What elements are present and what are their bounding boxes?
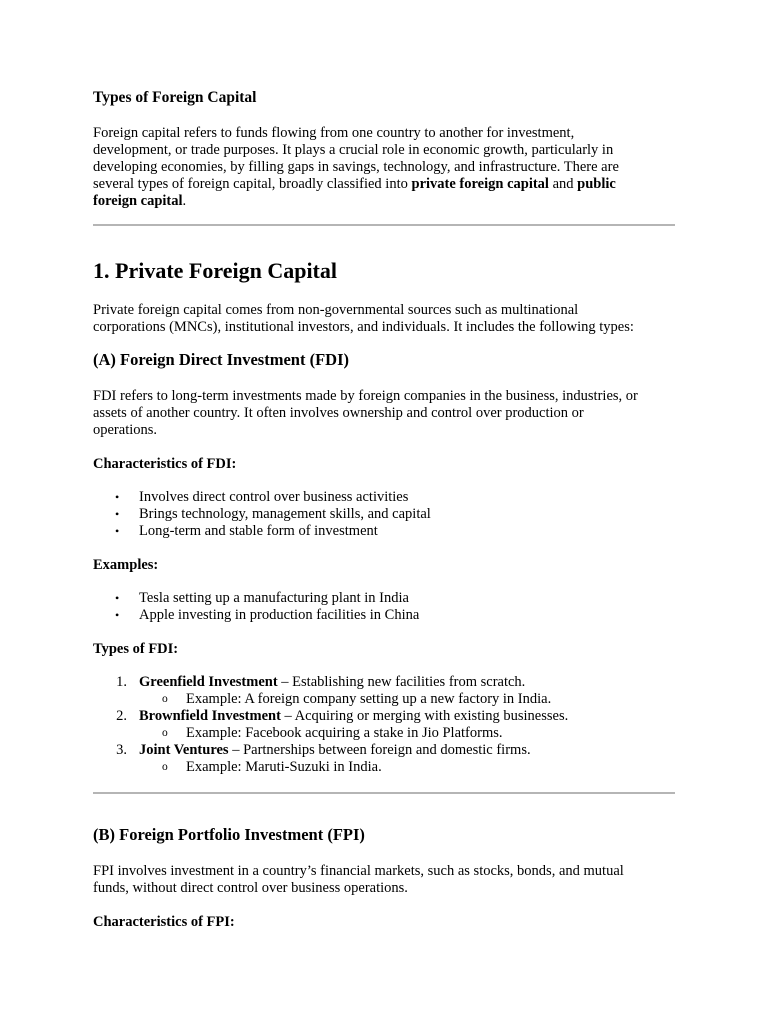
fdi-paragraph-line: assets of another country. It often involves ownership and control over production or [93, 405, 584, 421]
list-number: 2. [116, 708, 127, 724]
subsection-heading-fpi: (B) Foreign Portfolio Investment (FPI) [93, 825, 365, 844]
sub-list-item: Example: Maruti-Suzuki in India. [186, 759, 382, 775]
list-number: 1. [116, 674, 127, 690]
intro-bold-term: foreign capital [93, 193, 183, 209]
fdi-examples-heading: Examples: [93, 557, 159, 573]
intro-text: and [548, 176, 578, 192]
bullet-icon: • [115, 591, 120, 605]
list-number: 3. [116, 742, 127, 758]
fdi-characteristics-heading: Characteristics of FDI: [93, 456, 237, 472]
intro-line: development, or trade purposes. It plays a crucial role in economic growth, particularly in [93, 142, 614, 158]
horizontal-divider [93, 224, 675, 226]
intro-line [93, 176, 616, 193]
list-item-term: Brownfield Investment [139, 708, 281, 724]
list-item-desc: – Establishing new facilities from scratch. [277, 674, 526, 690]
intro-line: developing economies, by filling gaps in savings, technology, and infrastructure. There are [93, 159, 619, 175]
fdi-paragraph-line: operations. [93, 422, 158, 438]
fdi-types-heading: Types of FDI: [93, 641, 179, 657]
bullet-icon: • [115, 507, 120, 521]
section-paragraph-line: Private foreign capital comes from non-governmental sources such as multinational [93, 302, 579, 318]
intro-text: several types of foreign capital, broadly classified into [93, 176, 412, 192]
document-title: Types of Foreign Capital [93, 89, 257, 106]
section-paragraph-line: corporations (MNCs), institutional investors, and individuals. It includes the following types: [93, 319, 634, 335]
fpi-characteristics-heading: Characteristics of FPI: [93, 914, 235, 930]
bullet-icon: • [115, 524, 120, 538]
sub-list-item: Example: Facebook acquiring a stake in Jio Platforms. [186, 725, 503, 741]
list-item-desc: – Acquiring or merging with existing businesses. [280, 708, 569, 724]
list-item: Brings technology, management skills, and capital [139, 506, 431, 522]
list-item: Involves direct control over business activities [139, 489, 409, 505]
bullet-icon: • [115, 608, 120, 622]
bullet-icon: • [115, 490, 120, 504]
intro-bold-term: private foreign capital [411, 176, 549, 192]
list-item [139, 742, 531, 759]
section-heading: 1. Private Foreign Capital [93, 258, 337, 283]
horizontal-divider [93, 792, 675, 794]
intro-bold-term: public [577, 176, 616, 192]
intro-line: Foreign capital refers to funds flowing from one country to another for investment, [93, 125, 575, 141]
sub-list-item: Example: A foreign company setting up a new factory in India. [186, 691, 552, 707]
sub-bullet-icon: o [162, 761, 168, 773]
fpi-paragraph-line: FPI involves investment in a country’s financial markets, such as stocks, bonds, and mutual [93, 863, 624, 879]
list-item: Apple investing in production facilities in China [139, 607, 420, 623]
fdi-paragraph-line: FDI refers to long-term investments made by foreign companies in the business, industries, or [93, 388, 638, 404]
sub-bullet-icon: o [162, 693, 168, 705]
list-item-term: Joint Ventures [139, 742, 229, 758]
list-item [139, 708, 568, 725]
subsection-heading-fdi: (A) Foreign Direct Investment (FDI) [93, 350, 349, 369]
fpi-paragraph-line: funds, without direct control over business operations. [93, 880, 408, 896]
intro-text: . [182, 193, 187, 209]
list-item: Tesla setting up a manufacturing plant in India [139, 590, 409, 606]
list-item: Long-term and stable form of investment [139, 523, 378, 539]
list-item [139, 674, 525, 691]
list-item-term: Greenfield Investment [139, 674, 278, 690]
sub-bullet-icon: o [162, 727, 168, 739]
list-item-desc: – Partnerships between foreign and domestic firms. [228, 742, 531, 758]
intro-line [93, 193, 186, 210]
